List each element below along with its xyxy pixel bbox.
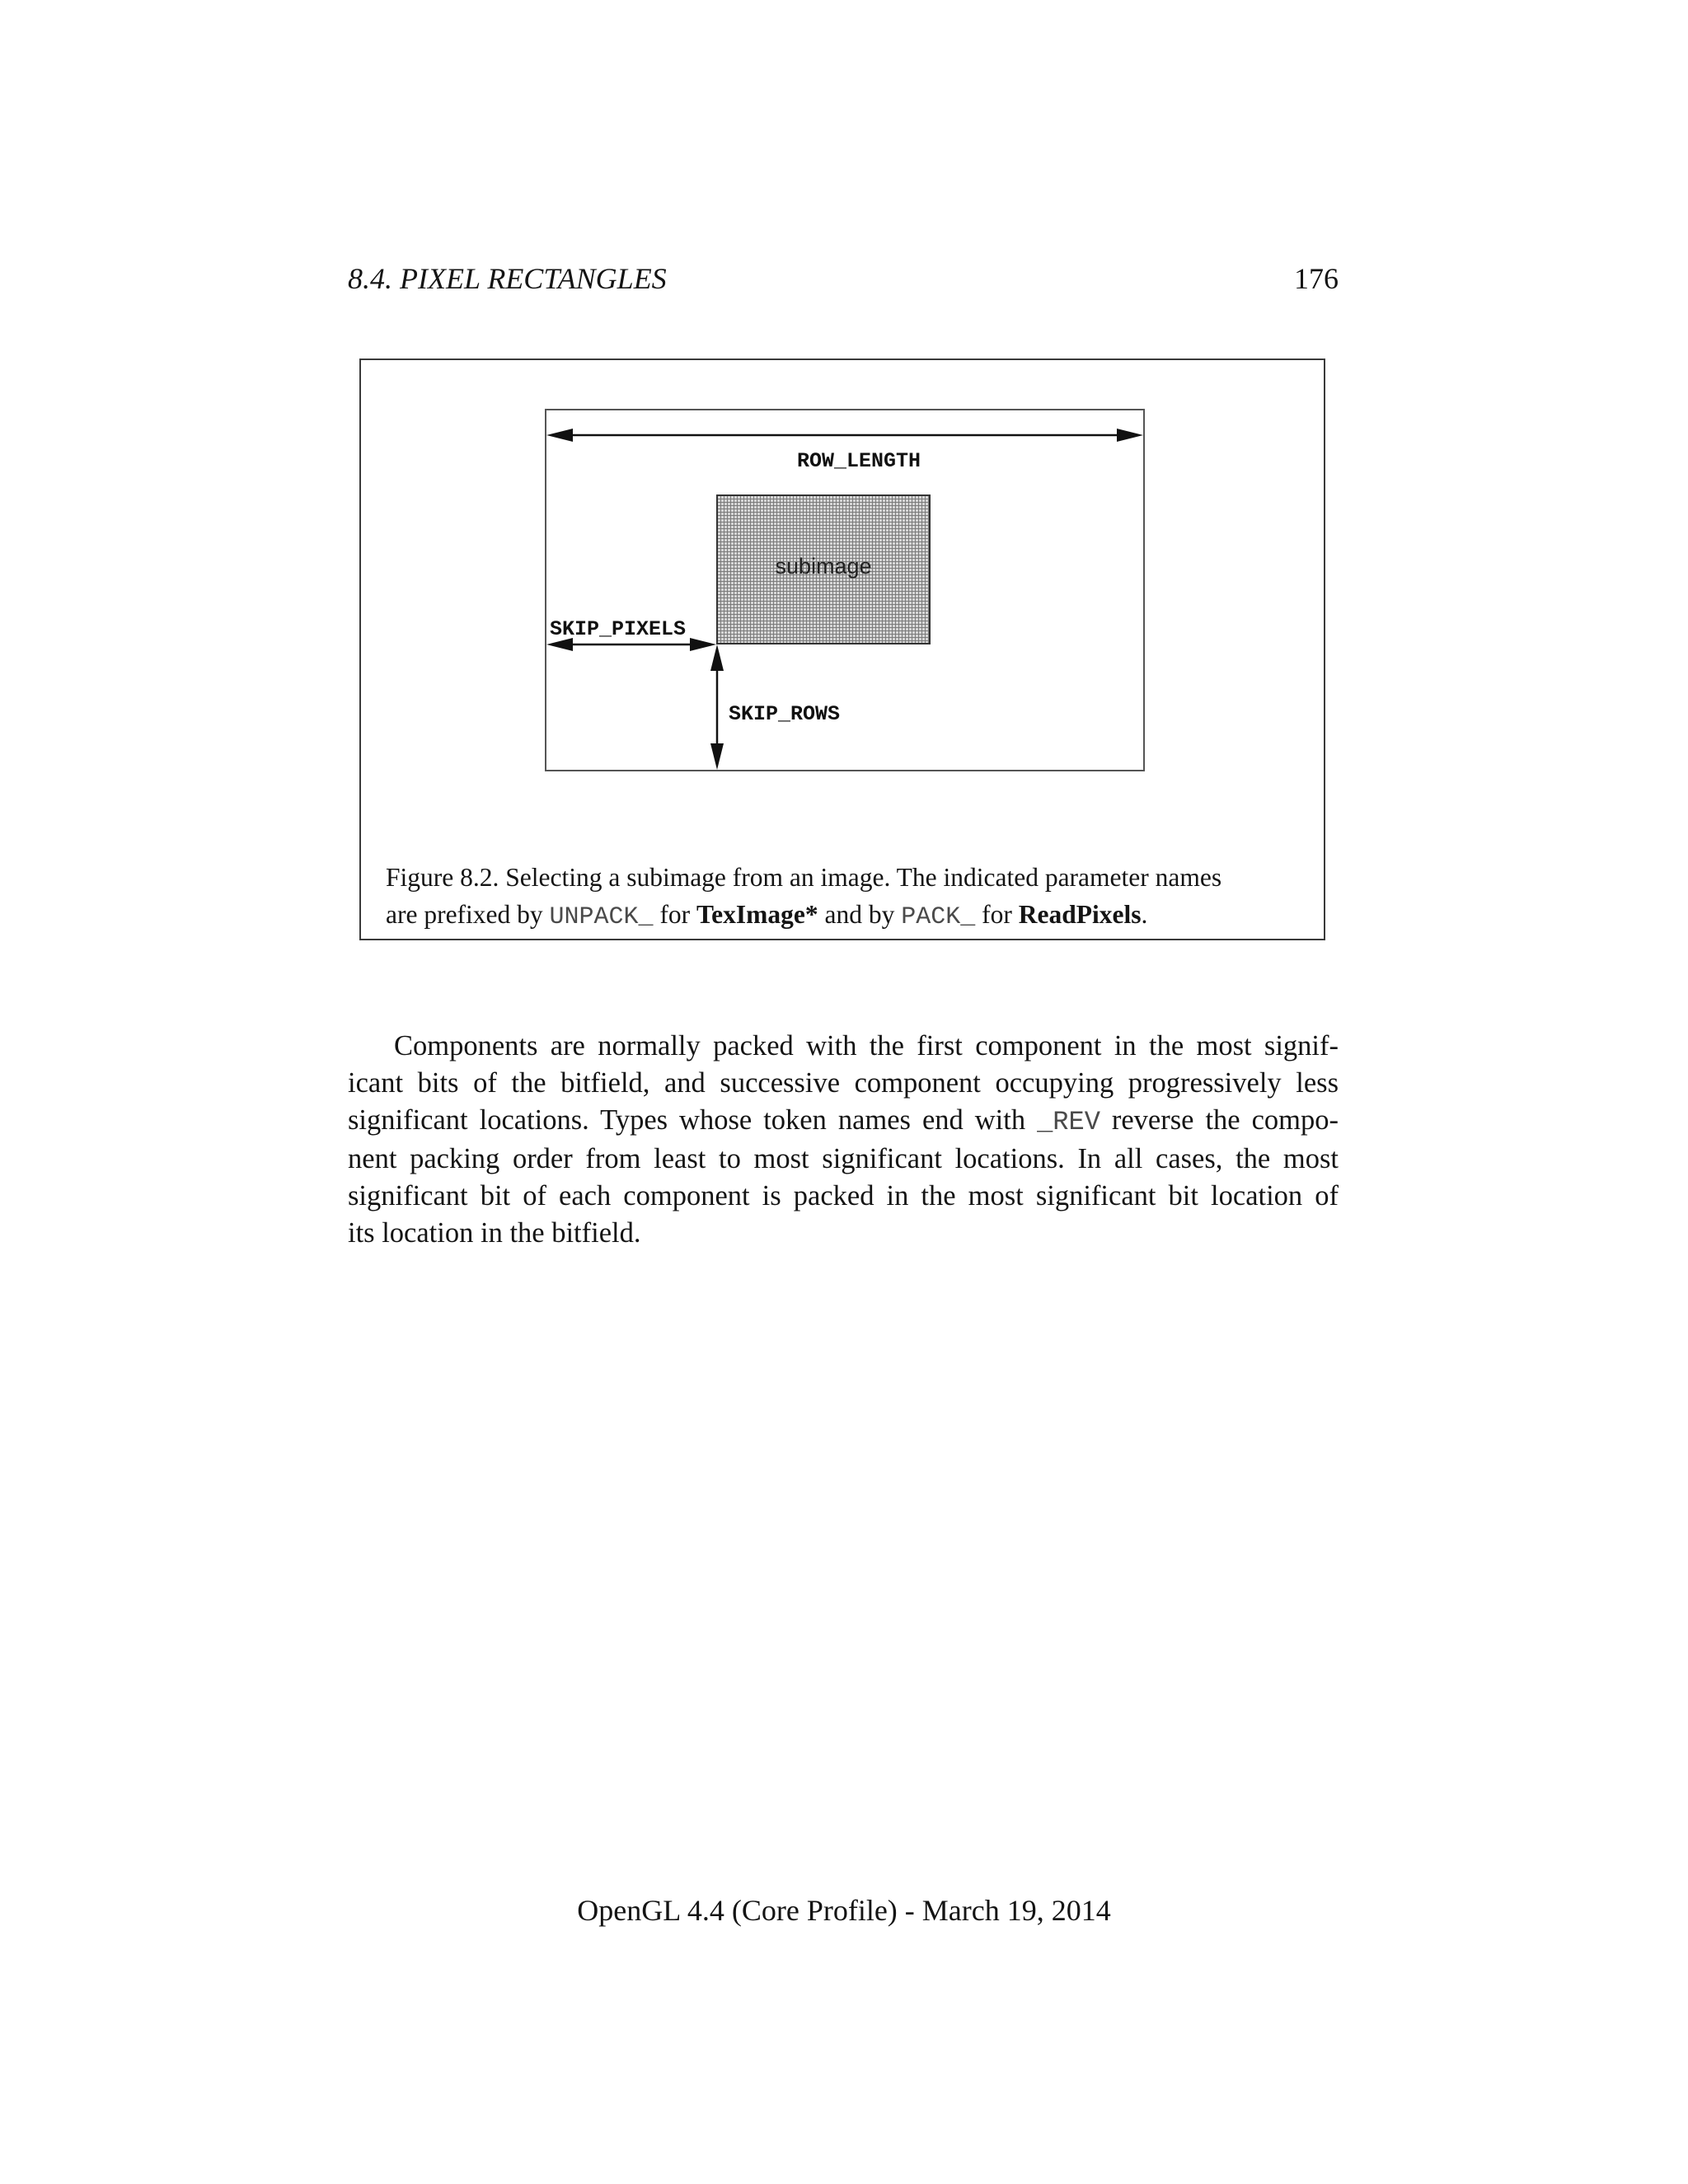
paragraph-line bbox=[348, 1102, 1339, 1141]
running-header-section: 8.4. PIXEL RECTANGLES bbox=[348, 262, 667, 295]
paragraph-line: its location in the bitfield. bbox=[348, 1217, 641, 1249]
caption-line-2 bbox=[386, 896, 1301, 936]
paragraph-text: significant locations. Types whose token names end with bbox=[348, 1104, 1038, 1136]
figure-caption bbox=[386, 859, 1301, 936]
row-length-arrow bbox=[546, 429, 1143, 442]
skip-rows-label: SKIP_ROWS bbox=[729, 702, 841, 726]
caption-command-teximage: TexImage* bbox=[696, 900, 818, 929]
paragraph-line: Components are normally packed with the first component in the most signif- bbox=[394, 1030, 1339, 1062]
page-number: 176 bbox=[1294, 262, 1339, 295]
page-footer: OpenGL 4.4 (Core Profile) - March 19, 2014 bbox=[577, 1894, 1111, 1927]
paragraph-code-rev: _REV bbox=[1037, 1107, 1100, 1137]
caption-line-1: Figure 8.2. Selecting a subimage from an image. The indicated parameter names bbox=[386, 863, 1222, 892]
figure-frame bbox=[359, 359, 1325, 940]
paragraph-line: icant bits of the bitfield, and successive component occupying progressively less bbox=[348, 1067, 1339, 1099]
caption-code-pack: PACK_ bbox=[901, 903, 976, 931]
caption-text: and by bbox=[818, 900, 902, 929]
row-length-label: ROW_LENGTH bbox=[796, 449, 921, 473]
skip-pixels-label: SKIP_PIXELS bbox=[550, 617, 687, 641]
skip-rows-arrow bbox=[710, 644, 724, 770]
body-paragraph bbox=[348, 1028, 1339, 1252]
caption-text: for bbox=[975, 900, 1019, 929]
paragraph-line: significant bit of each component is packed in the most significant bit location of bbox=[348, 1180, 1339, 1212]
subimage-diagram bbox=[361, 360, 1324, 939]
caption-text: are prefixed by bbox=[386, 900, 550, 929]
caption-text: . bbox=[1141, 900, 1148, 929]
paragraph-line: nent packing order from least to most significant locations. In all cases, the most bbox=[348, 1143, 1339, 1174]
paragraph-text: reverse the compo- bbox=[1100, 1104, 1339, 1136]
caption-code-unpack: UNPACK_ bbox=[549, 903, 654, 931]
caption-text: for bbox=[653, 900, 697, 929]
subimage-label: subimage bbox=[775, 554, 872, 579]
caption-command-readpixels: ReadPixels bbox=[1018, 900, 1142, 929]
